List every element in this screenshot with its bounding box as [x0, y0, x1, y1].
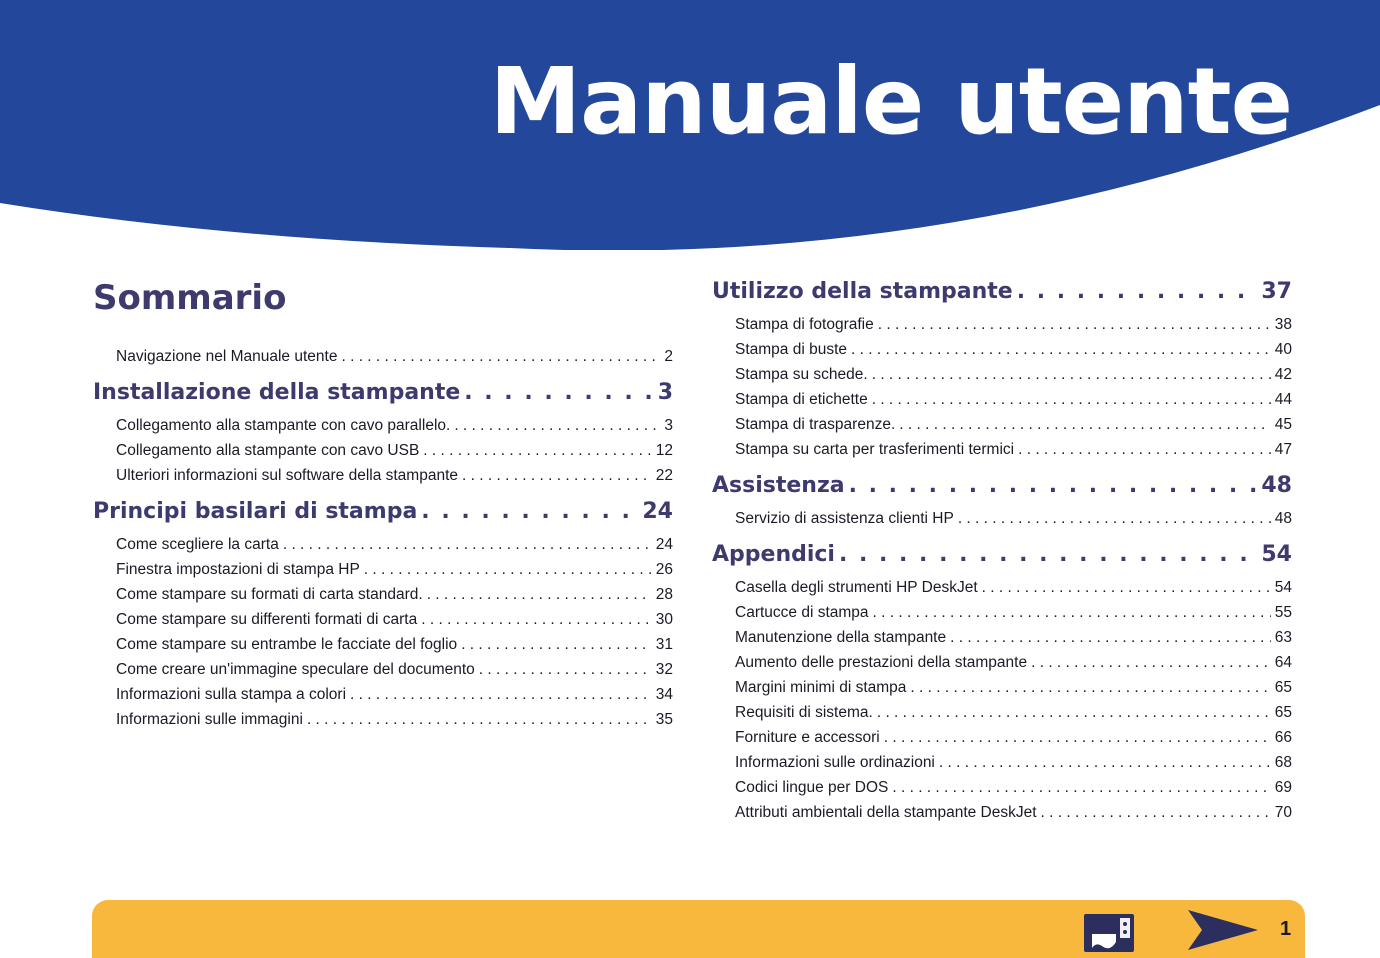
toc-page-number: 44: [1274, 391, 1292, 408]
toc-page-number: 69: [1274, 779, 1292, 796]
toc-page-number: 54: [1274, 579, 1292, 596]
toc-entry-link[interactable]: [93, 657, 673, 682]
toc-entry-link[interactable]: [712, 650, 1292, 675]
toc-page-number: 35: [655, 711, 673, 728]
toc-label: Manutenzione della stampante: [735, 629, 947, 646]
toc-label: Come scegliere la carta: [116, 536, 279, 553]
toc-label: Informazioni sulla stampa a colori: [116, 686, 347, 703]
toc-right-list: [712, 272, 1292, 825]
dot-leader: [461, 632, 652, 657]
dot-leader: [462, 463, 652, 488]
toc-page-number: 12: [655, 442, 673, 459]
dot-leader: [1017, 272, 1258, 312]
toc-entry-link[interactable]: [712, 362, 1292, 387]
toc-page-number: 24: [642, 499, 673, 524]
toc-entry-link[interactable]: [712, 675, 1292, 700]
toc-entry-link[interactable]: [712, 725, 1292, 750]
toc-page-number: 65: [1274, 679, 1292, 696]
dot-leader: [307, 707, 652, 732]
printer-icon[interactable]: [1082, 912, 1136, 954]
toc-page-number: 64: [1274, 654, 1292, 671]
toc-label: Come stampare su formati di carta standard.: [116, 586, 423, 603]
dot-leader: [899, 412, 1270, 437]
toc-page-number: 45: [1274, 416, 1292, 433]
toc-page-number: 26: [655, 561, 673, 578]
dot-leader: [851, 337, 1271, 362]
dot-leader: [1018, 437, 1271, 462]
toc-entry-link[interactable]: [93, 344, 673, 369]
toc-entry-link[interactable]: [93, 682, 673, 707]
dot-leader: [283, 532, 652, 557]
dot-leader: [872, 387, 1271, 412]
toc-label: Finestra impostazioni di stampa HP: [116, 561, 360, 578]
toc-section-link[interactable]: [712, 535, 1292, 575]
toc-entry-link[interactable]: [93, 532, 673, 557]
toc-page-number: 32: [655, 661, 673, 678]
toc-page-number: 34: [655, 686, 673, 703]
toc-page-number: 37: [1261, 279, 1292, 304]
dot-leader: [958, 506, 1271, 531]
toc-entry-link[interactable]: [93, 632, 673, 657]
toc-label: Cartucce di stampa: [735, 604, 869, 621]
toc-label: Ulteriori informazioni sul software della stampante: [116, 467, 459, 484]
toc-entry-link[interactable]: [93, 438, 673, 463]
toc-entry-link[interactable]: [712, 700, 1292, 725]
dot-leader: [341, 344, 660, 369]
dot-leader: [350, 682, 652, 707]
toc-label: Come stampare su differenti formati di carta: [116, 611, 418, 628]
toc-entry-link[interactable]: [712, 337, 1292, 362]
toc-section-link[interactable]: [712, 466, 1292, 506]
toc-page-number: 40: [1274, 341, 1292, 358]
next-page-arrow-icon[interactable]: [1186, 908, 1260, 952]
toc-entry-link[interactable]: [712, 437, 1292, 462]
dot-leader: [421, 492, 638, 532]
page-number: 1: [1280, 918, 1292, 940]
toc-page-number: 3: [664, 417, 673, 434]
dot-leader: [873, 600, 1271, 625]
toc-label: Informazioni sulle immagini: [116, 711, 303, 728]
toc-page-number: 30: [655, 611, 673, 628]
toc-page-number: 2: [664, 348, 673, 365]
toc-label: Aumento delle prestazioni della stampante: [735, 654, 1028, 671]
dot-leader: [884, 725, 1271, 750]
toc-label: Stampa su schede.: [735, 366, 868, 383]
toc-entry-link[interactable]: [93, 707, 673, 732]
toc-entry-link[interactable]: [93, 413, 673, 438]
toc-label: Servizio di assistenza clienti HP: [735, 510, 954, 527]
toc-page-number: 66: [1274, 729, 1292, 746]
toc-page-number: 55: [1274, 604, 1292, 621]
toc-page-number: 42: [1274, 366, 1292, 383]
toc-label: Collegamento alla stampante con cavo USB: [116, 442, 420, 459]
dot-leader: [950, 625, 1271, 650]
toc-label: Stampa di buste: [735, 341, 848, 358]
toc-entry-link[interactable]: [712, 387, 1292, 412]
toc-label: Appendici: [712, 542, 835, 567]
toc-section-link[interactable]: [93, 373, 673, 413]
toc-label: Collegamento alla stampante con cavo parallelo.: [116, 417, 451, 434]
toc-entry-link[interactable]: [712, 775, 1292, 800]
toc-label: Come creare un'immagine speculare del documento: [116, 661, 475, 678]
dot-leader: [364, 557, 652, 582]
toc-section-link[interactable]: [93, 492, 673, 532]
toc-label: Navigazione nel Manuale utente: [116, 348, 338, 365]
dot-leader: [421, 607, 652, 632]
toc-page-number: 3: [657, 380, 673, 405]
toc-right-column: [712, 272, 1292, 825]
dot-leader: [939, 750, 1271, 775]
toc-entry-link[interactable]: [93, 607, 673, 632]
toc-entry-link[interactable]: [712, 750, 1292, 775]
dot-leader: [454, 413, 660, 438]
toc-label: Codici lingue per DOS: [735, 779, 889, 796]
toc-label: Stampa di fotografie: [735, 316, 874, 333]
toc-label: Casella degli strumenti HP DeskJet: [735, 579, 978, 596]
toc-entry-link[interactable]: [712, 506, 1292, 531]
dot-leader: [849, 466, 1258, 506]
toc-page-number: 65: [1274, 704, 1292, 721]
toc-page-number: 38: [1274, 316, 1292, 333]
toc-entry-link[interactable]: [712, 575, 1292, 600]
toc-label: Installazione della stampante: [93, 380, 461, 405]
toc-section-link[interactable]: [712, 272, 1292, 312]
toc-heading: Sommario: [93, 278, 287, 318]
toc-label: Assistenza: [712, 473, 845, 498]
toc-label: Utilizzo della stampante: [712, 279, 1013, 304]
dot-leader: [1031, 650, 1271, 675]
toc-entry-link[interactable]: [93, 463, 673, 488]
toc-page-number: 54: [1261, 542, 1292, 567]
toc-label: Margini minimi di stampa: [735, 679, 907, 696]
toc-label: Stampa di trasparenze.: [735, 416, 896, 433]
toc-label: Informazioni sulle ordinazioni: [735, 754, 935, 771]
dot-leader: [910, 675, 1270, 700]
toc-page-number: 28: [655, 586, 673, 603]
toc-label: Attributi ambientali della stampante DeskJet: [735, 804, 1037, 821]
dot-leader: [878, 312, 1271, 337]
dot-leader: [982, 575, 1271, 600]
toc-entry-link[interactable]: [712, 412, 1292, 437]
dot-leader: [872, 362, 1271, 387]
toc-page-number: 48: [1261, 473, 1292, 498]
toc-page-number: 70: [1274, 804, 1292, 821]
toc-label: Stampa su carta per trasferimenti termici: [735, 441, 1015, 458]
toc-page-number: 47: [1274, 441, 1292, 458]
toc-page-number: 68: [1274, 754, 1292, 771]
dot-leader: [423, 438, 651, 463]
toc-page-number: 31: [655, 636, 673, 653]
dot-leader: [1041, 800, 1271, 825]
dot-leader: [464, 373, 653, 413]
dot-leader: [892, 775, 1270, 800]
toc-entry-link[interactable]: [712, 312, 1292, 337]
toc-page-number: 63: [1274, 629, 1292, 646]
toc-left-column: [93, 272, 673, 732]
document-title: Manuale utente: [489, 48, 1292, 155]
toc-entry-link[interactable]: [93, 582, 673, 607]
toc-label: Stampa di etichette: [735, 391, 868, 408]
dot-leader: [877, 700, 1271, 725]
dot-leader: [479, 657, 652, 682]
toc-entry-link[interactable]: [712, 600, 1292, 625]
toc-label: Requisiti di sistema.: [735, 704, 873, 721]
dot-leader: [839, 535, 1257, 575]
toc-left-list: [93, 344, 673, 732]
toc-entry-link[interactable]: [93, 557, 673, 582]
toc-label: Principi basilari di stampa: [93, 499, 418, 524]
dot-leader: [427, 582, 652, 607]
toc-entry-link[interactable]: [712, 625, 1292, 650]
toc-page-number: 48: [1274, 510, 1292, 527]
toc-page-number: 24: [655, 536, 673, 553]
toc-page-number: 22: [655, 467, 673, 484]
toc-label: Come stampare su entrambe le facciate del foglio: [116, 636, 458, 653]
toc-entry-link[interactable]: [712, 800, 1292, 825]
toc-label: Forniture e accessori: [735, 729, 880, 746]
